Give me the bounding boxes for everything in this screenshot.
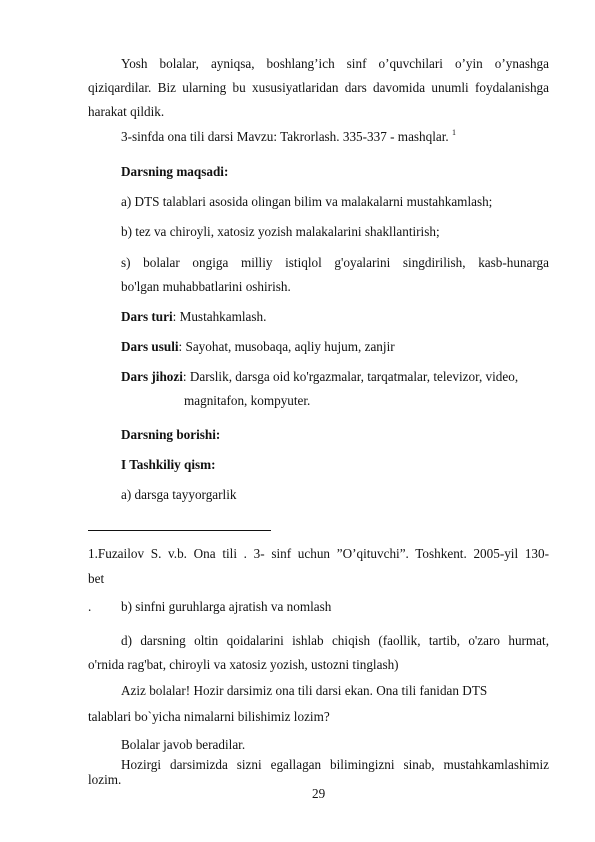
stage-item-d-line-2: o'rnida rag'bat, chiroyli va xatosiz yozish, ustozni tinglash): [88, 657, 399, 672]
page-number: 29: [312, 786, 326, 801]
goals-heading: Darsning maqsadi:: [121, 164, 229, 179]
footnote-line-1: 1.Fuzailov S. v.b. Ona tili . 3- sinf uchun ”O’qituvchi”. Toshkent. 2005-yil 130-: [88, 546, 549, 561]
lesson-equipment-value: : Darslik, darsga oid ko'rgazmalar, tarqatmalar, televizor, video,: [182, 369, 519, 384]
intro-line-1: Yosh bolalar, ayniqsa, boshlang’ich sinf o’quvchilari o’yin o’ynashga: [121, 56, 549, 71]
lesson-topic-line: [121, 129, 456, 145]
lesson-equipment-label: Dars jihozi: [121, 369, 183, 384]
goal-s-line-2: bo'lgan muhabbatlarini oshirish.: [121, 279, 291, 294]
organizational-stage-heading: I Tashkiliy qism:: [121, 457, 216, 472]
today-line-2: lozim.: [88, 772, 122, 787]
intro-line-2: qiziqardilar. Biz ularning bu xususiyatlaridan dars davomida unumli foydalanishga: [88, 80, 549, 95]
lesson-type: [121, 309, 266, 325]
lesson-type-label: Dars turi: [121, 309, 173, 324]
goal-a: a) DTS talablari asosida olingan bilim va malakalarni mustahkamlash;: [121, 194, 493, 209]
footnote-divider: [88, 530, 271, 531]
lesson-equipment-continued: magnitafon, kompyuter.: [184, 393, 311, 408]
lesson-method: [121, 339, 395, 355]
goal-b: b) tez va chiroyli, xatosiz yozish malakalarini shakllantirish;: [121, 224, 440, 239]
goal-s-line-1: s) bolalar ongiga milliy istiqlol g'oyalarini singdirilish, kasb-hunarga: [121, 255, 549, 270]
footnote-line-2: bet: [88, 571, 105, 586]
lesson-topic-text: 3-sinfda ona tili darsi Mavzu: Takrorlash. 335-337 - mashqlar.: [121, 129, 453, 144]
lesson-type-value: : Mustahkamlash.: [172, 309, 267, 324]
today-line-1: Hozirgi darsimizda sizni egallagan bilimingizni sinab, mustahkamlashimiz: [121, 757, 549, 772]
process-heading: Darsning borishi:: [121, 427, 221, 442]
stage-item-b: b) sinfni guruhlarga ajratish va nomlash: [121, 599, 332, 614]
lesson-method-value: : Sayohat, musobaqa, aqliy hujum, zanjir: [178, 339, 395, 354]
intro-line-3: harakat qildik.: [88, 104, 165, 119]
lesson-method-label: Dars usuli: [121, 339, 179, 354]
students-answer: Bolalar javob beradilar.: [121, 737, 246, 752]
lesson-equipment: [121, 369, 518, 385]
footnote-marker: 1: [452, 128, 457, 137]
teacher-speech-line-2: talablari bo`yicha nimalarni bilishimiz lozim?: [88, 709, 330, 724]
teacher-speech-line-1: Aziz bolalar! Hozir darsimiz ona tili darsi ekan. Ona tili fanidan DTS: [121, 683, 488, 698]
stage-item-d-line-1: d) darsning oltin qoidalarini ishlab chiqish (faollik, tartib, o'zaro hurmat,: [121, 633, 549, 648]
stage-item-a: a) darsga tayyorgarlik: [121, 487, 237, 502]
stray-dot: .: [88, 599, 92, 614]
